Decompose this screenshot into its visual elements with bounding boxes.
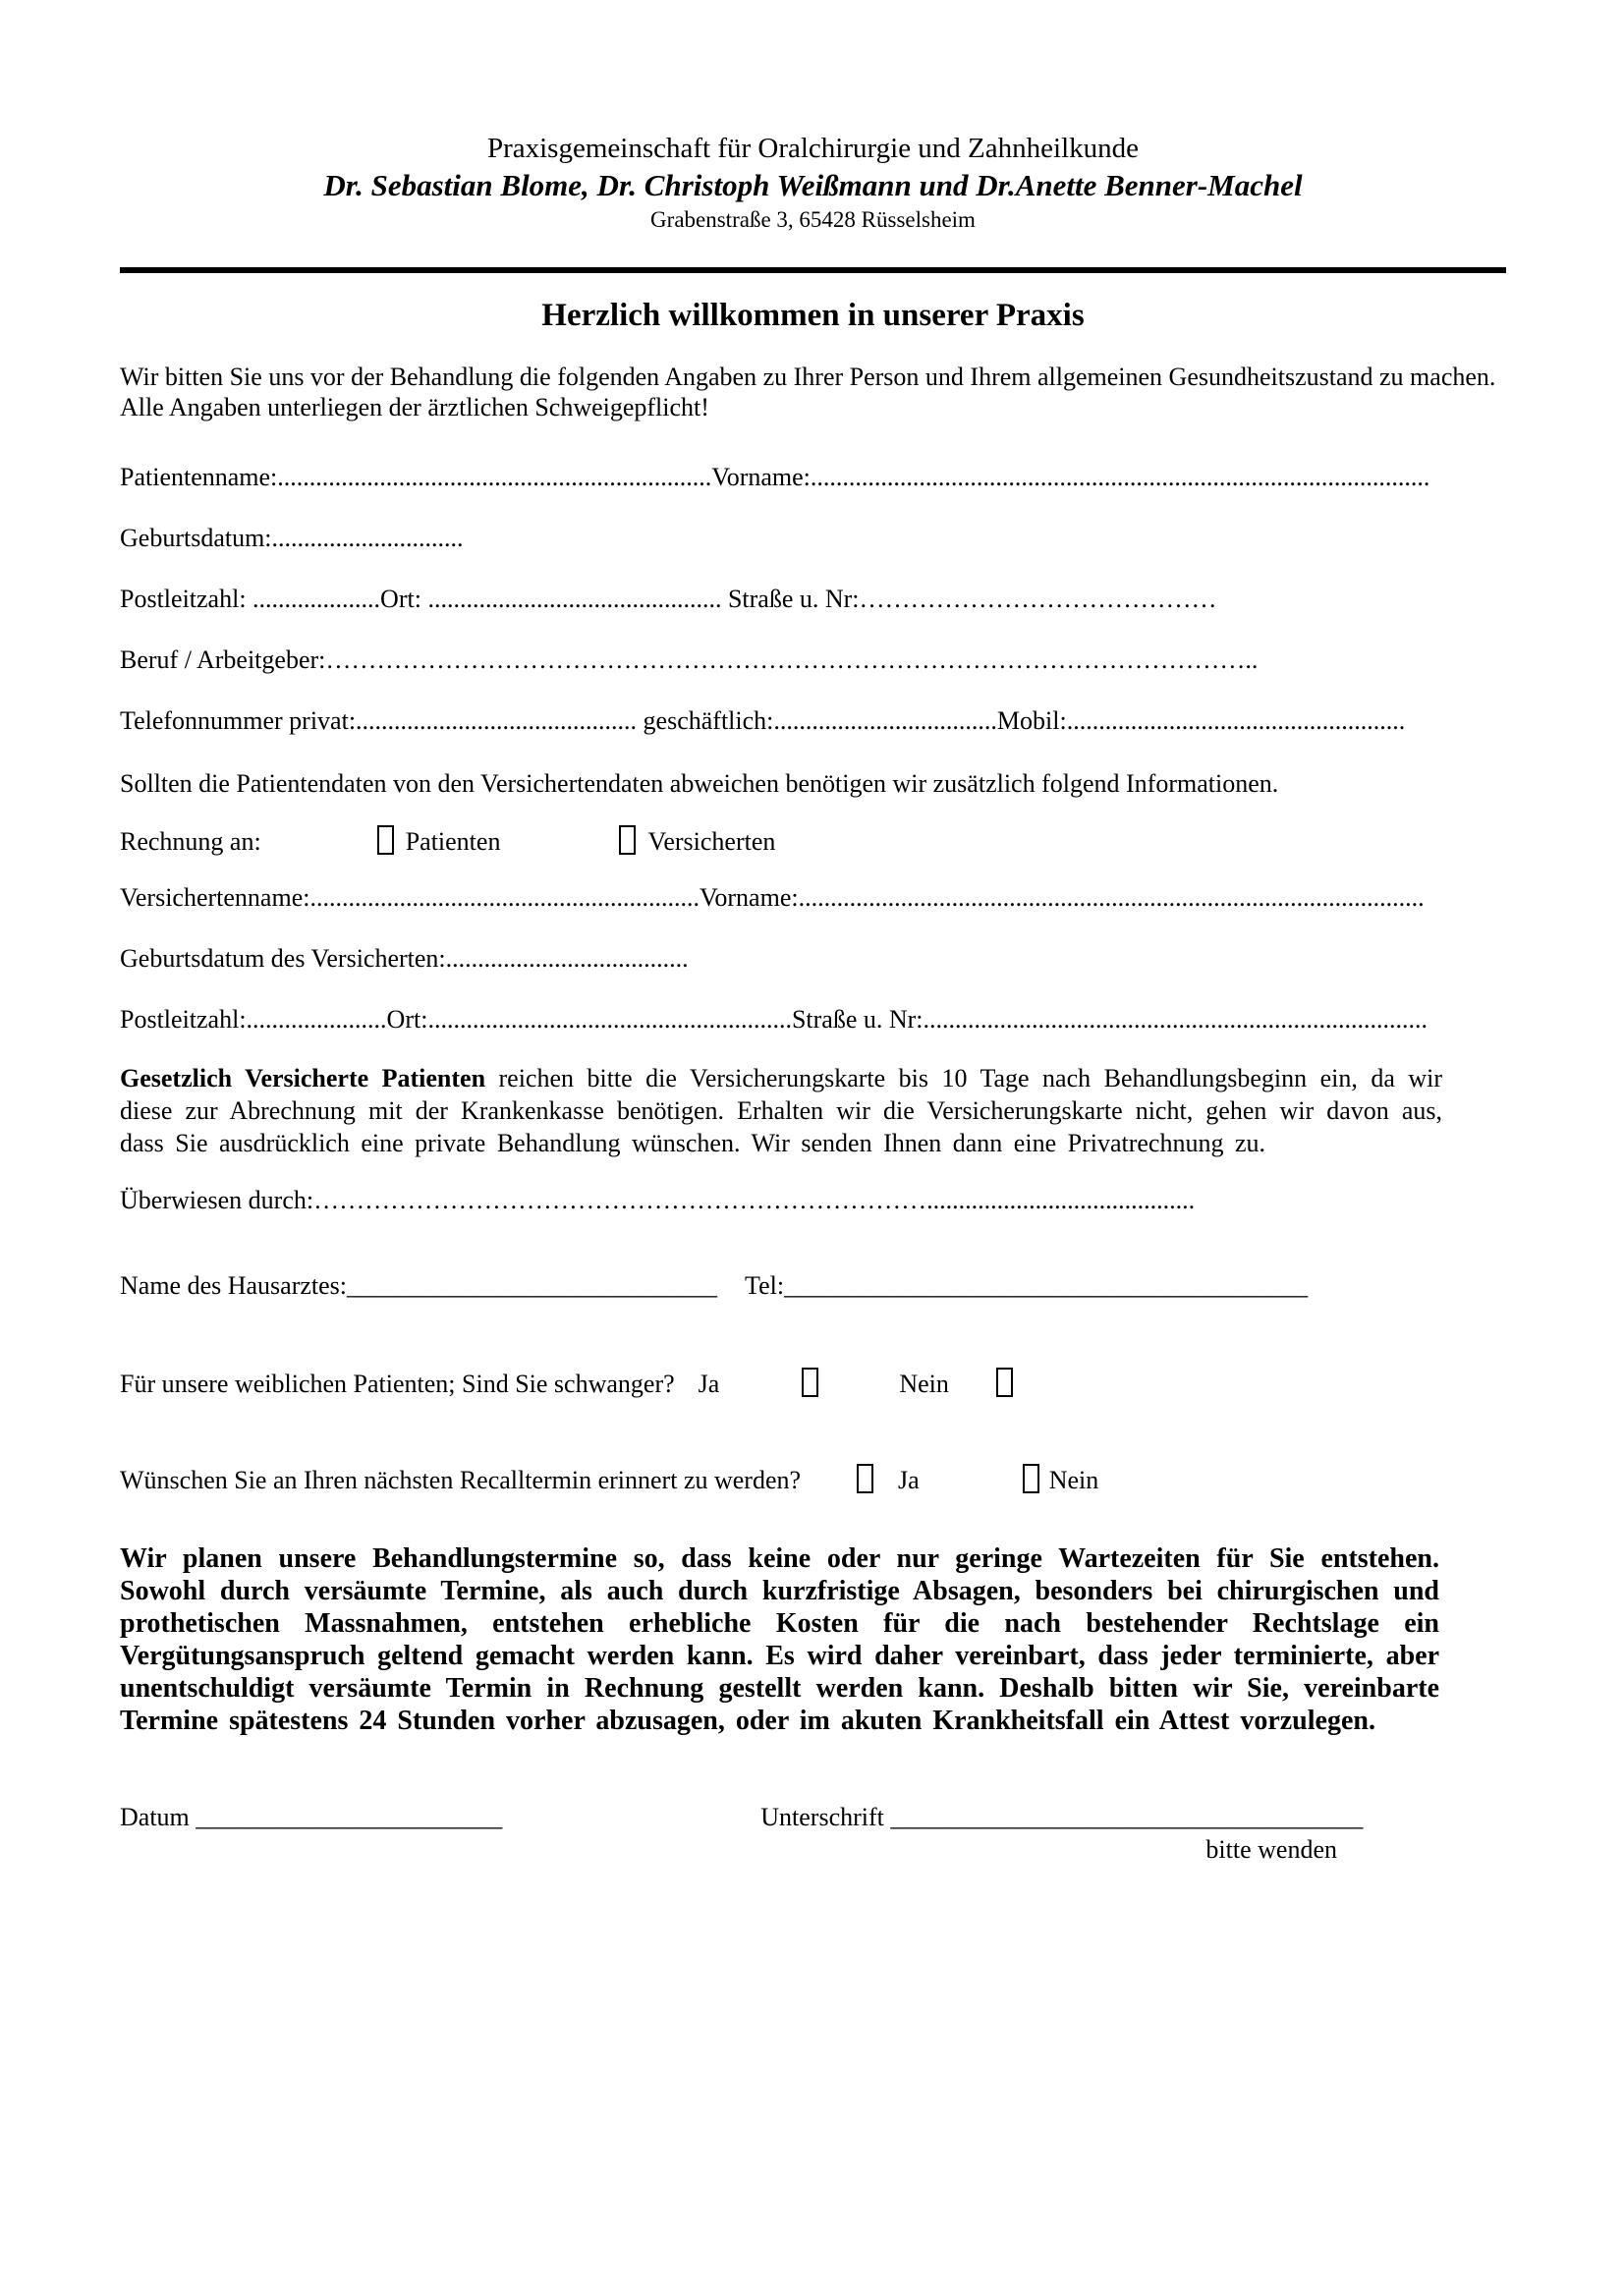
practice-name: Praxisgemeinschaft für Oralchirurgie und Zahnheilkunde [486, 133, 1140, 164]
recall-question: Wünschen Sie an Ihren nächsten Recalltermin erinnert zu werden? [120, 1466, 802, 1494]
insured-street-label: Straße u. Nr: [791, 1005, 924, 1034]
phone-mobile-blank: ..................................................... [1066, 706, 1406, 735]
appointment-policy-paragraph: Wir planen unsere Behandlungstermine so, dass keine oder nur geringe Wartezeiten für Sie entstehen. Sowohl durch versäumte Termine, als auch durch kurzfristige Absagen, besonders bei chirurgischen und prothetischen Massnahmen, entstehen erhebliche Kosten für die nach bestehender Rechtslage ein Vergütungsanspruch geltend gemacht werden kann. Es wird daher vereinbart, dass jeder terminierte, aber unentschuldigt versäumte Termin in Rechnung gestellt werden kann. Deshalb bitten wir Sie, vereinbarte Termine spätestens 24 Stunden vorher abzusagen, oder im akuten Krankheitsfall ein Attest vorzulegen. [120, 1543, 1439, 1736]
ort-label: Ort: [380, 585, 428, 613]
referral-label: Überwiesen durch: [120, 1186, 314, 1214]
street-label: Straße u. Nr: [721, 585, 860, 613]
recall-question-row [120, 1464, 1506, 1495]
patient-vorname-blank: ................................................................................................. [810, 463, 1430, 491]
checkbox-pregnant-yes[interactable] [802, 1368, 818, 1397]
gkv-rest: reichen bitte die Versicherungskarte bis 10 Tage nach Behandlungsbeginn ein, da wir diese zur Abrechnung mit der Krankenkasse benötigen. Erhalten wir die Versicherungskarte nicht, gehen wir davon aus, dass Sie ausdrücklich eine private Behandlung wünschen. Wir senden Ihnen dann eine Privatrechnung zu. [120, 1064, 1442, 1157]
phone-work-label: geschäftlich: [637, 706, 774, 735]
invoice-to-label: Rechnung an: [120, 827, 261, 856]
checkbox-pregnant-no[interactable] [996, 1368, 1013, 1397]
signature-row [120, 1802, 1506, 1832]
pregnancy-yes-label: Ja [698, 1370, 720, 1398]
checkbox-recall-yes[interactable] [857, 1464, 873, 1493]
insured-ort-blank: ......................................................... [427, 1005, 792, 1034]
field-row-occupation [120, 644, 1506, 675]
insured-birthdate-blank: ...................................... [445, 944, 689, 973]
patient-name-label: Patientenname: [120, 463, 278, 491]
patient-vorname-label: Vorname: [711, 463, 811, 491]
insured-plz-label: Postleitzahl: [120, 1005, 247, 1034]
ort-blank: .............................................. [427, 585, 722, 613]
family-doctor-tel-blank: _________________________________________ [784, 1271, 1309, 1300]
patient-name-blank: .................................................................... [277, 463, 712, 491]
date-label: Datum [120, 1803, 196, 1831]
insured-vorname-blank: .................................................................................................. [798, 883, 1425, 912]
field-row-insured-address [120, 1004, 1506, 1035]
birthdate-blank: .............................. [271, 524, 464, 552]
street-blank: …………………………………… [859, 585, 1217, 613]
checkbox-invoice-patient[interactable] [377, 825, 394, 855]
insured-birthdate-label: Geburtsdatum des Versicherten: [120, 944, 446, 973]
page-title: Herzlich willkommen in unserer Praxis [541, 298, 1085, 333]
family-doctor-tel-label: Tel: [745, 1271, 785, 1300]
field-row-insured-birthdate [120, 943, 1506, 974]
intro-text: Wir bitten Sie uns vor der Behandlung die folgenden Angaben zu Ihrer Person und Ihrem allgemeinen Gesundheitszustand zu machen. Alle Angaben unterliegen der ärztlichen Schweigepflicht! [120, 363, 1496, 421]
insured-name-label: Versichertenname: [120, 883, 310, 912]
invoice-option-insured-label: Versicherten [647, 827, 776, 856]
insured-plz-blank: ...................... [246, 1005, 387, 1034]
gkv-lead: Gesetzlich Versicherte Patienten [120, 1064, 486, 1092]
referral-row [120, 1185, 1506, 1215]
birthdate-label: Geburtsdatum: [120, 524, 272, 552]
field-row-phone [120, 705, 1506, 736]
signature-blank: _____________________________________ [890, 1803, 1364, 1831]
field-row-insured-name [120, 882, 1506, 913]
recall-no-label: Nein [1048, 1466, 1099, 1494]
insured-street-blank: ............................................................................... [923, 1005, 1428, 1034]
signature-label: Unterschrift [760, 1803, 891, 1831]
phone-work-blank: ................................... [773, 706, 997, 735]
occupation-label: Beruf / Arbeitgeber: [120, 645, 326, 674]
recall-yes-label: Ja [898, 1466, 920, 1494]
plz-blank: .................... [252, 585, 381, 613]
occupation-blank: ……………………………………………………………………………………………….. [325, 645, 1259, 674]
insured-vorname-label: Vorname: [699, 883, 799, 912]
family-doctor-row [120, 1270, 1506, 1301]
date-blank: ________________________ [196, 1803, 503, 1831]
referral-blank: ……………………………………………………………….......................................... [313, 1186, 1196, 1214]
field-row-address [120, 584, 1506, 614]
gkv-paragraph [120, 1062, 1506, 1159]
plz-label: Postleitzahl: [120, 585, 253, 613]
checkbox-recall-no[interactable] [1023, 1464, 1039, 1493]
phone-mobile-label: Mobil: [996, 706, 1067, 735]
practice-address: Grabenstraße 3, 65428 Rüsselsheim [650, 207, 976, 232]
family-doctor-blank: _____________________________ [347, 1271, 718, 1300]
invoice-option-patient-label: Patienten [405, 827, 501, 856]
family-doctor-label: Name des Hausarztes: [120, 1271, 348, 1300]
turn-over-note: bitte wenden [1205, 1835, 1337, 1864]
phone-private-blank: ............................................ [356, 706, 638, 735]
pregnancy-question-row [120, 1368, 1506, 1399]
header-divider [120, 267, 1506, 273]
insured-ort-label: Ort: [386, 1005, 428, 1034]
pregnancy-question: Für unsere weiblichen Patienten; Sind Sie schwanger? [120, 1370, 675, 1398]
checkbox-invoice-insured[interactable] [619, 825, 636, 855]
pregnancy-no-label: Nein [899, 1370, 949, 1398]
insured-note: Sollten die Patientendaten von den Versichertendaten abweichen benötigen wir zusätzlich folgend Informationen. [120, 769, 1279, 798]
doctor-names: Dr. Sebastian Blome, Dr. Christoph Weißmann und Dr.Anette Benner-Machel [323, 168, 1303, 202]
invoice-to-row [120, 825, 1506, 857]
field-row-birthdate [120, 523, 1506, 553]
field-row-patient-name [120, 462, 1506, 492]
insured-name-blank: ............................................................. [309, 883, 700, 912]
phone-private-label: Telefonnummer privat: [120, 706, 357, 735]
